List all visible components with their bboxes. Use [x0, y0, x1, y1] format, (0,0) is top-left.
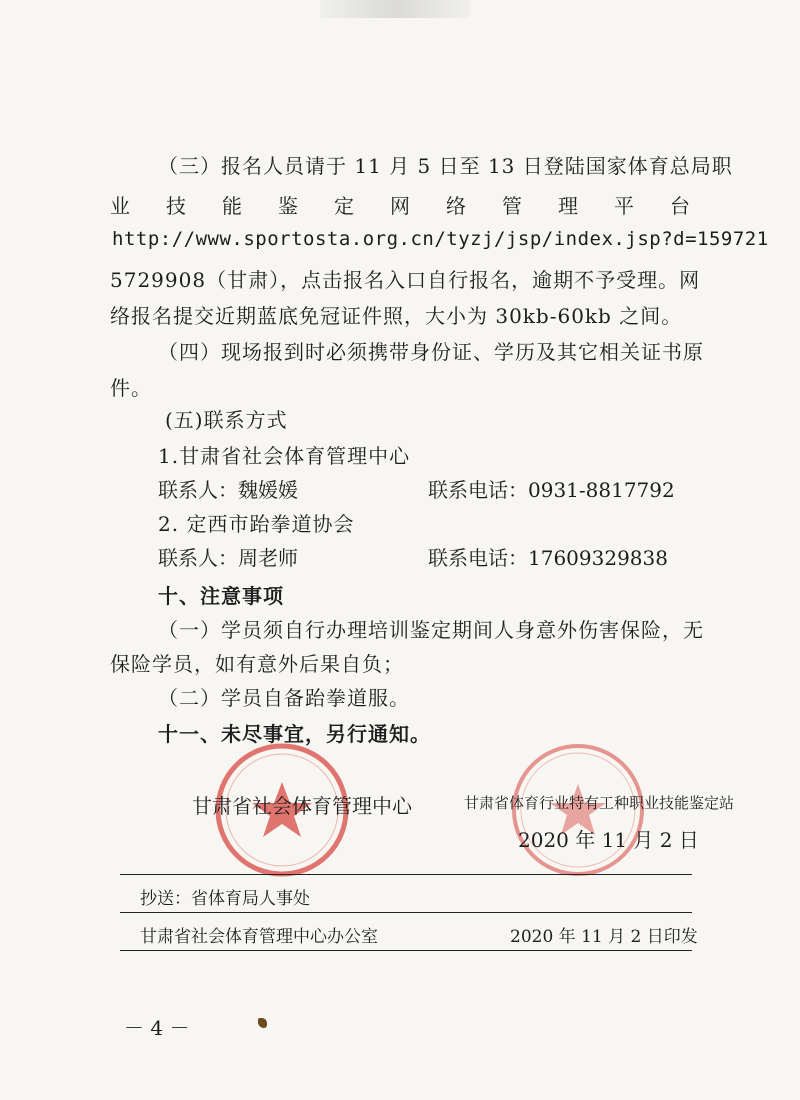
contact-heading: (五)联系方式: [165, 408, 288, 432]
section10-heading: 十、注意事项: [158, 584, 284, 608]
para3-line4: 5729908（甘肃），点击报名入口自行报名，逾期不予受理。网: [110, 268, 701, 292]
signature-org-1: 甘肃省社会体育管理中心: [192, 794, 412, 818]
signature-org-2: 甘肃省体育行业特有工种职业技能鉴定站: [464, 794, 735, 812]
issuer-line: 甘肃省社会体育管理中心办公室: [140, 927, 378, 947]
contact2-phone: 联系电话：17609329838: [428, 546, 668, 570]
page-number: － 4 －: [124, 1016, 190, 1040]
footer-rule-top: [120, 874, 692, 875]
notice1-line2: 保险学员，如有意外后果自负；: [110, 652, 404, 676]
contact1-org: 1.甘肃省社会体育管理中心: [158, 444, 411, 468]
contact2-org: 2. 定西市跆拳道协会: [158, 512, 355, 536]
registration-url: http://www.sportosta.org.cn/tyzj/jsp/index.jsp?d=159721: [112, 228, 769, 250]
contact1-phone: 联系电话：0931-8817792: [428, 478, 675, 502]
footer-rule-middle: [120, 912, 692, 913]
contact2-person: 联系人：周老师: [158, 546, 298, 570]
para3-line5: 络报名提交近期蓝底免冠证件照，大小为 30kb-60kb 之间。: [110, 304, 683, 328]
scan-speck: [258, 1018, 267, 1028]
section11-heading: 十一、未尽事宜，另行通知。: [158, 722, 431, 746]
contact1-person: 联系人：魏媛媛: [158, 478, 298, 502]
notice1-line1: （一）学员须自行办理培训鉴定期间人身意外伤害保险，无: [158, 618, 704, 642]
scan-artifact: [320, 0, 470, 18]
para4-line1: （四）现场报到时必须携带身份证、学历及其它相关证书原: [158, 340, 704, 364]
issue-date: 2020 年 11 月 2 日印发: [510, 927, 698, 947]
signature-date: 2020 年 11 月 2 日: [518, 828, 699, 852]
footer-rule-bottom: [120, 950, 692, 951]
para4-line2: 件。: [110, 376, 152, 400]
cc-line: 抄送：省体育局人事处: [140, 889, 310, 909]
para3-line1: （三）报名人员请于 11 月 5 日至 13 日登陆国家体育总局职: [158, 154, 733, 178]
notice2: （二）学员自备跆拳道服。: [158, 686, 410, 710]
para3-line2: 业 技 能 鉴 定 网 络 管 理 平 台: [110, 194, 690, 218]
